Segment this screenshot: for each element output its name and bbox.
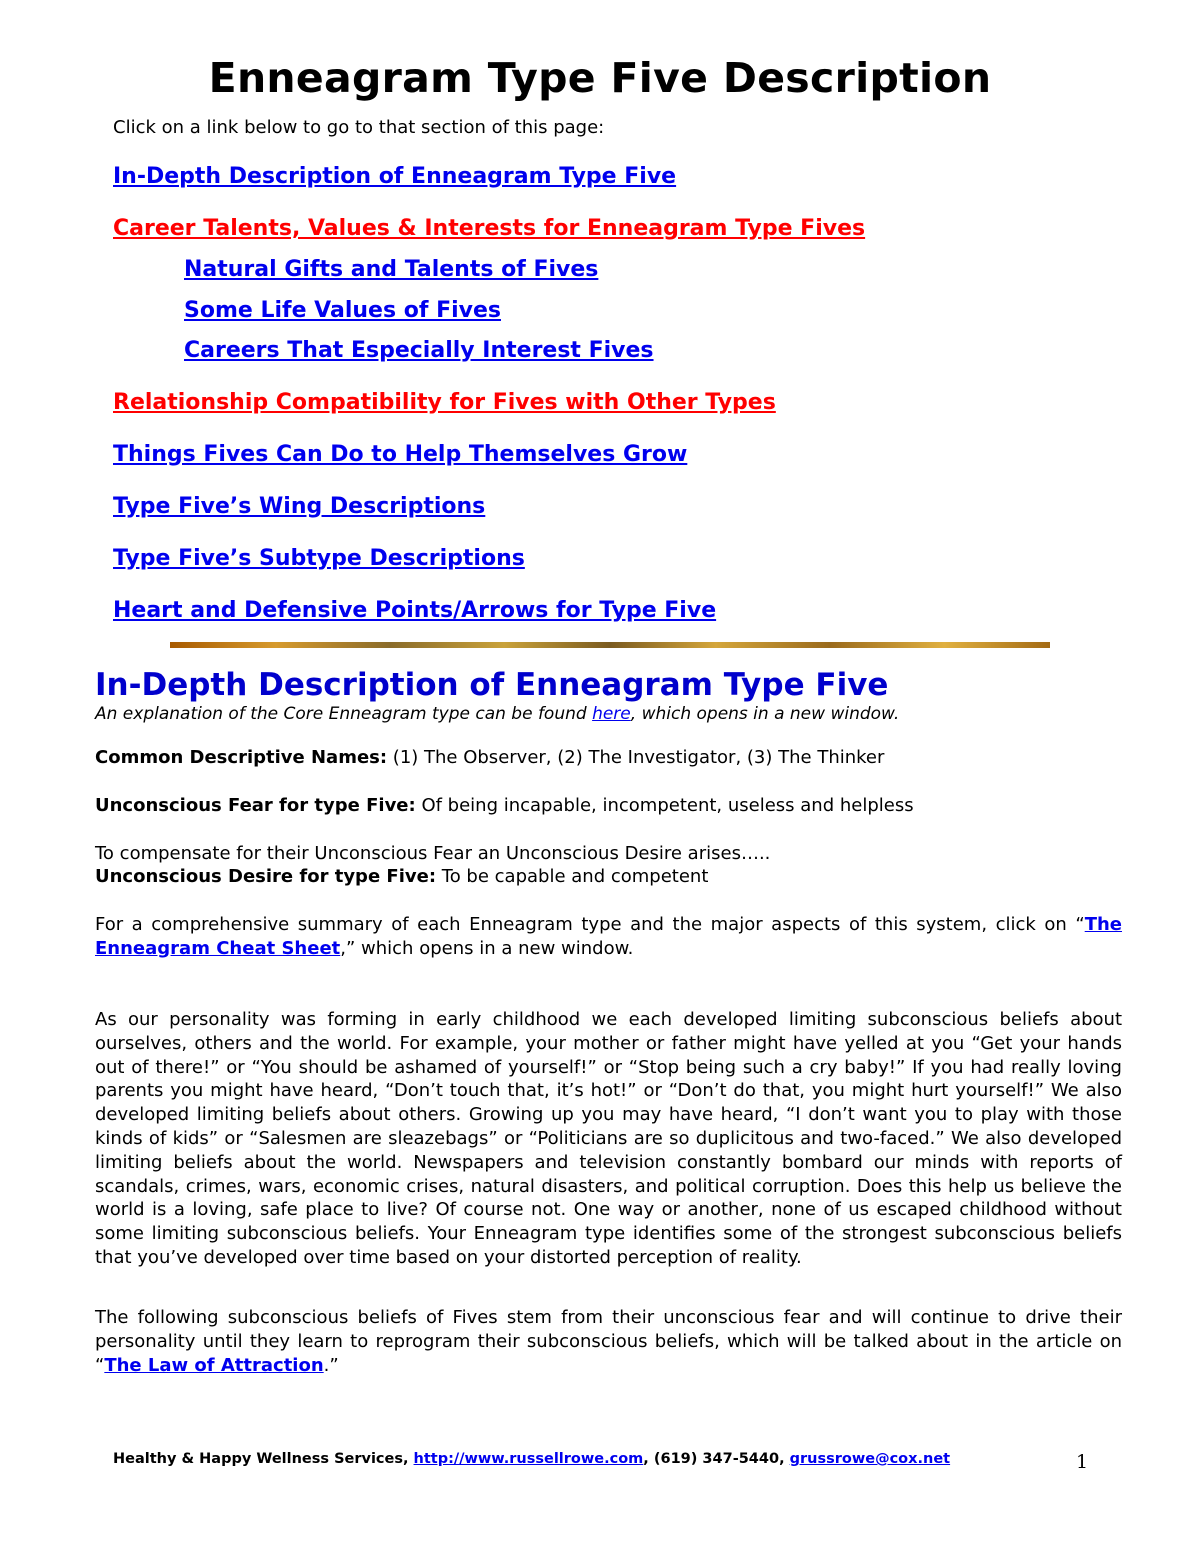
toc-link-careers[interactable]: Careers That Especially Interest Fives <box>184 338 654 363</box>
unconscious-desire-value: To be capable and competent <box>436 866 709 887</box>
footer-email-link[interactable]: grussrowe@cox.net <box>789 1451 951 1467</box>
toc-link-subtype-descriptions[interactable]: Type Five’s Subtype Descriptions <box>113 546 525 571</box>
explanation-line <box>95 704 899 724</box>
law-of-attraction-link[interactable]: The Law of Attraction <box>104 1354 324 1376</box>
section-heading: In-Depth Description of Enneagram Type Five <box>95 667 889 703</box>
page-footer <box>113 1451 950 1467</box>
toc-link-relationship-compatibility[interactable]: Relationship Compatibility for Fives with Other Types <box>113 390 776 415</box>
compensate-line: To compensate for their Unconscious Fear an Unconscious Desire arises….. <box>95 843 771 864</box>
explanation-text: An explanation of the Core Enneagram type can be found <box>95 704 593 724</box>
common-names-line <box>95 747 884 768</box>
intro-text: Click on a link below to go to that section of this page: <box>113 117 605 138</box>
toc-link-career-talents[interactable]: Career Talents, Values & Interests for Enneagram Type Fives <box>113 216 866 241</box>
explanation-suffix: , which opens in a new window. <box>630 704 900 724</box>
summary-suffix: ,” which opens in a new window. <box>340 937 634 959</box>
common-names-value: (1) The Observer, (2) The Investigator, (3) The Thinker <box>387 747 885 768</box>
core-type-here-link[interactable]: here <box>592 704 631 724</box>
toc-link-in-depth-description[interactable]: In-Depth Description of Enneagram Type Five <box>113 164 677 189</box>
page-number: 1 <box>1076 1451 1089 1473</box>
toc-link-grow[interactable]: Things Fives Can Do to Help Themselves Grow <box>113 442 688 467</box>
toc-link-natural-gifts[interactable]: Natural Gifts and Talents of Fives <box>184 257 599 282</box>
body-paragraph-2 <box>95 1306 1122 1377</box>
footer-company: Healthy & Happy Wellness Services, <box>113 1451 414 1467</box>
decorative-divider <box>170 642 1050 648</box>
footer-website-link[interactable]: http://www.russellrowe.com <box>413 1451 644 1467</box>
footer-phone: , (619) 347-5440, <box>643 1451 790 1467</box>
paragraph-2-suffix: .” <box>323 1354 339 1376</box>
summary-text: For a comprehensive summary of each Enneagram type and the major aspects of this system, click on “ <box>95 914 1085 935</box>
toc-link-heart-defensive-points[interactable]: Heart and Defensive Points/Arrows for Type Five <box>113 598 717 623</box>
body-paragraph-1: As our personality was forming in early childhood we each developed limiting subconscious beliefs about ourselves, others and the world. For example, your mother or father might have yelled at you “Get your hands out of there!” or “You should be ashamed of yourself!” or “Stop being such a cry baby!” If you had really loving parents you might have heard, “Don’t touch that, it’s hot!” or “Don’t do that, you might hurt yourself!” We also developed limiting beliefs about others. Growing up you may have heard, “I don’t want you to play with those kinds of kids” or “Salesmen are sleazebags” or “Politicians are so duplicitous and two-faced.” We also developed limiting beliefs about the world. Newspapers and television constantly bombard our minds with reports of scandals, crimes, wars, economic crises, natural disasters, and political corruption. Does this help us believe the world is a loving, safe place to live? Of course not. One way or another, none of us escaped childhood without some limiting subconscious beliefs. Your Enneagram type identifies some of the strongest subconscious beliefs that you’ve developed over time based on your distorted perception of reality. <box>95 1009 1122 1268</box>
unconscious-desire-line <box>95 866 708 887</box>
unconscious-fear-label: Unconscious Fear for type Five: <box>95 795 416 816</box>
page-title: Enneagram Type Five Description <box>208 54 992 102</box>
paragraph-2-text: The following subconscious beliefs of Fives stem from their unconscious fear and will continue to drive their personality until they learn to reprogram their subconscious beliefs, which will be talked about in the article on “ <box>95 1307 1122 1376</box>
cheat-sheet-link[interactable]: The Enneagram Cheat Sheet <box>95 914 1122 959</box>
unconscious-fear-line <box>95 795 914 816</box>
summary-paragraph <box>95 913 1122 961</box>
common-names-label: Common Descriptive Names: <box>95 747 388 768</box>
toc-link-wing-descriptions[interactable]: Type Five’s Wing Descriptions <box>113 494 486 519</box>
unconscious-fear-value: Of being incapable, incompetent, useless and helpless <box>415 795 914 816</box>
toc-link-life-values[interactable]: Some Life Values of Fives <box>184 298 501 323</box>
unconscious-desire-label: Unconscious Desire for type Five: <box>95 866 437 887</box>
